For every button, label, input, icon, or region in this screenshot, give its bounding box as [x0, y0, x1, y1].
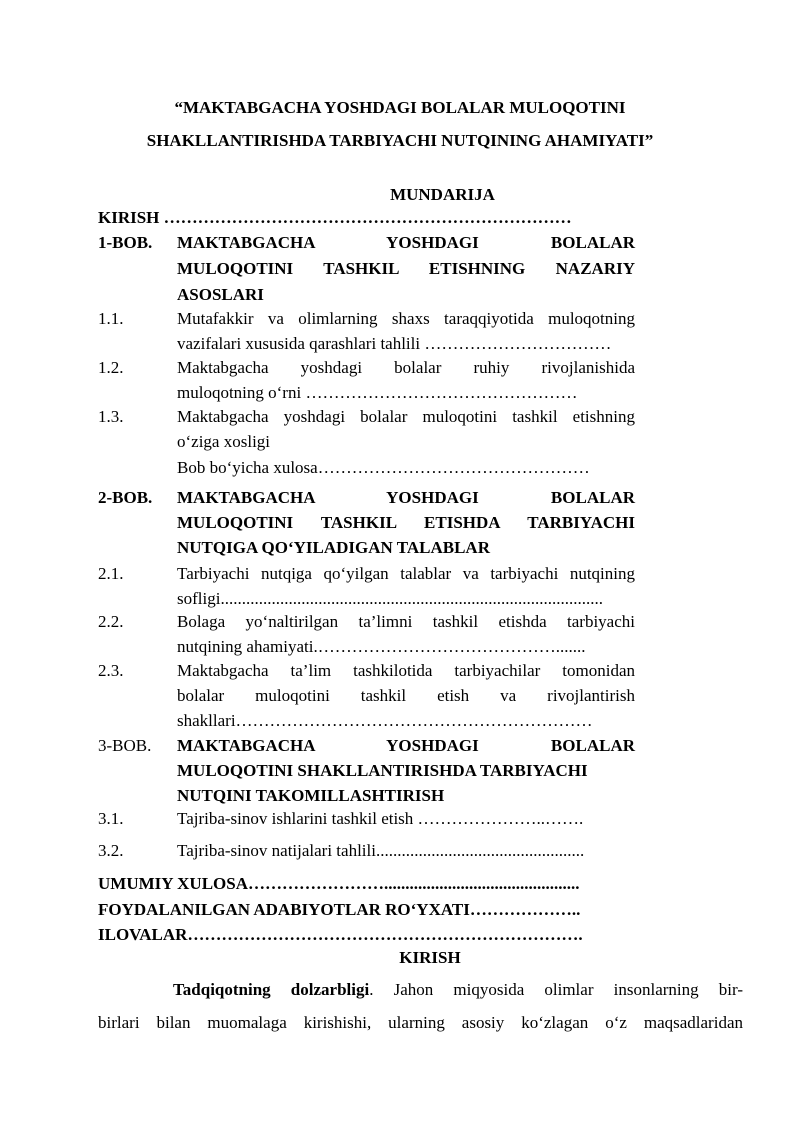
toc-chapter-2-number: 2-BOB. — [98, 488, 153, 507]
intro-heading: KIRISH — [399, 948, 461, 967]
toc-section-3-2-line-1: Tajriba-sinov natijalari tahlili................................................. — [177, 841, 585, 860]
toc-references: FOYDALANILGAN ADABIYOTLAR RO‘YXATI……………….. — [98, 900, 581, 919]
toc-chapter-1-line-3: ASOSLARI — [177, 285, 264, 304]
toc-section-2-3-number: 2.3. — [98, 661, 124, 680]
toc-chapter-1-number: 1-BOB. — [98, 233, 153, 252]
toc-conclusion: UMUMIY XULOSA…………………….............................................. — [98, 874, 580, 893]
toc-chapter-3-line-1: MAKTABGACHA YOSHDAGI BOLALAR — [177, 736, 635, 755]
toc-chapter-1-line-1: MAKTABGACHA YOSHDAGI BOLALAR — [177, 233, 635, 252]
toc-section-2-1-number: 2.1. — [98, 564, 124, 583]
toc-chapter-1-line-2: MULOQOTINI TASHKIL ETISHNING NAZARIY — [177, 259, 635, 278]
toc-section-1-2-line-1: Maktabgacha yoshdagi bolalar ruhiy rivojlanishida — [177, 358, 635, 377]
toc-section-2-2-line-1: Bolaga yo‘naltirilgan ta’limni tashkil etishda tarbiyachi — [177, 612, 635, 631]
body-text-1: . Jahon miqyosida olimlar insonlarning bir- — [369, 980, 743, 999]
document-title-line-2: SHAKLLANTIRISHDA TARBIYACHI NUTQINING AHAMIYATI” — [146, 131, 654, 150]
document-title-line-1: “MAKTABGACHA YOSHDAGI BOLALAR MULOQOTINI — [174, 98, 626, 117]
toc-section-1-2-number: 1.2. — [98, 358, 124, 377]
toc-appendices: ILOVALAR……………………………………………………………. — [98, 925, 583, 944]
toc-chapter-2-line-2: MULOQOTINI TASHKIL ETISHDA TARBIYACHI — [177, 513, 635, 532]
toc-section-1-3-line-2: o‘ziga xosligi — [177, 432, 271, 451]
toc-section-2-3-line-3: shakllari……………………………………………………… — [177, 711, 593, 730]
toc-section-2-1-line-1: Tarbiyachi nutqiga qo‘yilgan talablar va tarbiyachi nutqining — [177, 564, 635, 583]
toc-intro: KIRISH ……………………………………………………………… — [98, 208, 572, 227]
toc-chapter-2-line-3: NUTQIGA QO‘YILADIGAN TALABLAR — [177, 538, 490, 557]
toc-section-1-1-number: 1.1. — [98, 309, 124, 328]
toc-section-3-2-number: 3.2. — [98, 841, 124, 860]
toc-section-2-2-number: 2.2. — [98, 612, 124, 631]
toc-chapter-3-line-2: MULOQOTINI SHAKLLANTIRISHDA TARBIYACHI — [177, 761, 588, 780]
contents-heading: MUNDARIJA — [390, 185, 495, 204]
toc-chapter-3-line-3: NUTQINI TAKOMILLASHTIRISH — [177, 786, 445, 805]
toc-section-1-1-line-1: Mutafakkir va olimlarning shaxs taraqqiyotida muloqotning — [177, 309, 635, 328]
toc-section-1-1-line-2: vazifalari xususida qarashlari tahlili …………………………… — [177, 334, 612, 353]
toc-chapter-1-summary: Bob bo‘yicha xulosa………………………………………… — [177, 458, 590, 477]
body-paragraph-line-2: birlari bilan muomalaga kirishishi, ularning asosiy ko‘zlagan o‘z maqsadlaridan — [98, 1013, 743, 1032]
body-lead-term: Tadqiqotning dolzarbligi — [173, 980, 370, 999]
toc-section-3-1-line-1: Tajriba-sinov ishlarini tashkil etish …………………..……. — [177, 809, 584, 828]
toc-section-1-2-line-2: muloqotning o‘rni ………………………………………… — [177, 383, 578, 402]
toc-section-3-1-number: 3.1. — [98, 809, 124, 828]
toc-section-1-3-number: 1.3. — [98, 407, 124, 426]
body-paragraph-line-1 — [98, 973, 743, 1006]
toc-section-1-3-line-1: Maktabgacha yoshdagi bolalar muloqotini tashkil etishning — [177, 407, 635, 426]
toc-section-2-2-line-2: nutqining ahamiyati.……………………………………....... — [177, 637, 586, 656]
toc-chapter-2-line-1: MAKTABGACHA YOSHDAGI BOLALAR — [177, 488, 635, 507]
toc-section-2-3-line-2: bolalar muloqotini tashkil etish va rivojlantirish — [177, 686, 635, 705]
toc-section-2-3-line-1: Maktabgacha ta’lim tashkilotida tarbiyachilar tomonidan — [177, 661, 635, 680]
toc-section-2-1-line-2: sofligi.......................................................................................... — [177, 589, 603, 608]
toc-chapter-3-number: 3-BOB. — [98, 736, 152, 755]
